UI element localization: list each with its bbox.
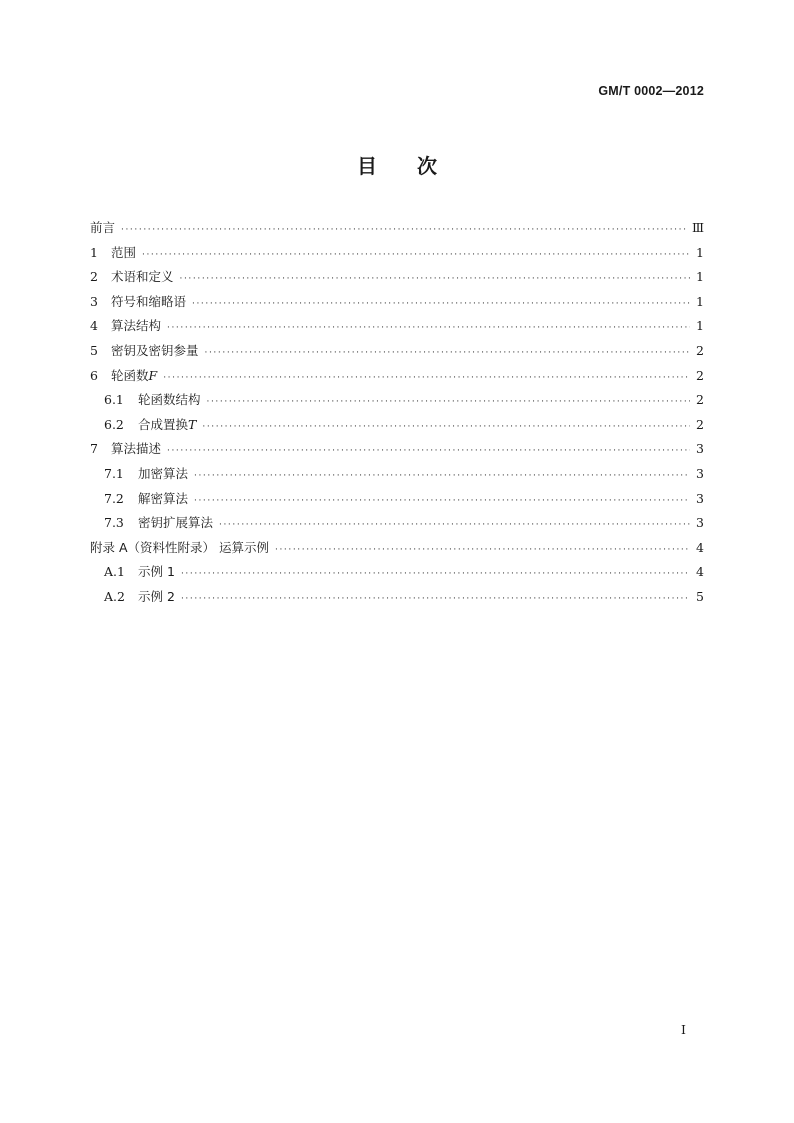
toc-entry[interactable] <box>90 241 704 266</box>
toc-entry[interactable] <box>90 462 704 487</box>
toc-entry-label: 示例 1 <box>138 564 175 580</box>
toc-entry-page: 3 <box>696 465 704 481</box>
toc-entry-number: A.1 <box>104 564 125 580</box>
toc-entry-label: 示例 2 <box>138 588 175 604</box>
toc-entry[interactable] <box>90 536 704 561</box>
dot-leader <box>181 562 690 587</box>
dot-leader <box>219 513 690 538</box>
title-char-1: 目 <box>357 154 377 178</box>
page-folio: I <box>681 1022 686 1037</box>
toc-entry[interactable] <box>90 560 704 585</box>
dot-leader <box>202 415 690 440</box>
toc-entry-page: 3 <box>696 490 704 506</box>
toc-entry[interactable] <box>90 511 704 536</box>
toc-entry-number: 5 <box>90 342 98 358</box>
toc-entry-number: 7.2 <box>104 490 124 506</box>
toc-entry[interactable] <box>90 216 704 241</box>
toc-entry-page: Ⅲ <box>691 220 704 235</box>
toc-entry-page: 3 <box>696 515 704 531</box>
toc-entry-label: 密钥及密钥参量 <box>111 342 199 358</box>
toc-entry-page: 5 <box>696 588 704 604</box>
toc-entry[interactable] <box>90 314 704 339</box>
dot-leader <box>275 538 690 563</box>
dot-leader <box>181 587 690 612</box>
standard-code: GM/T 0002—2012 <box>598 84 704 98</box>
toc-entry-number: 2 <box>90 269 98 285</box>
toc-entry-number: 7.1 <box>104 465 124 481</box>
toc-entry-page: 1 <box>696 244 704 260</box>
toc-entry[interactable] <box>90 437 704 462</box>
toc-entry-page: 2 <box>696 392 704 408</box>
toc-entry-number: 7.3 <box>104 515 124 531</box>
toc-entry-label: 符号和缩略语 <box>111 293 187 309</box>
toc-entry-label: 附录 A（资料性附录） 运算示例 <box>90 539 269 555</box>
toc-entry-label: 算法结构 <box>111 318 162 334</box>
toc-entry-page: 2 <box>696 342 704 358</box>
toc-entry[interactable] <box>90 265 704 290</box>
toc-entry[interactable] <box>90 585 704 610</box>
toc-entry-number: 6.2 <box>104 416 124 432</box>
toc-entry-label: 解密算法 <box>138 490 189 506</box>
toc-entry-number: 3 <box>90 293 98 309</box>
toc-entry-label: 术语和定义 <box>111 269 174 285</box>
toc-entry-page: 1 <box>696 318 704 334</box>
toc-entry-label: 轮函数结构 <box>138 392 201 408</box>
dot-leader <box>205 341 690 366</box>
toc-entry-label: 密钥扩展算法 <box>138 515 214 531</box>
toc-entry-number: 4 <box>90 318 98 334</box>
toc-entry-symbol: F <box>148 367 158 383</box>
table-of-contents <box>90 216 704 610</box>
toc-entry-number: A.2 <box>104 588 125 604</box>
dot-leader <box>142 243 690 268</box>
toc-entry[interactable] <box>90 339 704 364</box>
toc-entry[interactable] <box>90 388 704 413</box>
page-title <box>0 150 794 179</box>
toc-entry-page: 3 <box>696 441 704 457</box>
toc-entry[interactable] <box>90 487 704 512</box>
dot-leader <box>167 316 690 341</box>
toc-entry[interactable] <box>90 290 704 315</box>
toc-entry-page: 2 <box>696 416 704 432</box>
toc-entry[interactable] <box>90 364 704 389</box>
toc-entry-page: 1 <box>696 293 704 309</box>
dot-leader <box>194 489 690 514</box>
dot-leader <box>207 390 690 415</box>
toc-entry-page: 2 <box>696 367 704 383</box>
dot-leader <box>167 439 690 464</box>
toc-entry[interactable] <box>90 413 704 438</box>
toc-entry-label: 轮函数 <box>111 367 149 383</box>
toc-entry-label: 前言 <box>90 220 116 235</box>
toc-entry-number: 6 <box>90 367 98 383</box>
dot-leader <box>194 464 690 489</box>
toc-entry-page: 1 <box>696 269 704 285</box>
toc-entry-number: 1 <box>90 244 98 260</box>
toc-entry-symbol: T <box>188 416 197 432</box>
toc-entry-label: 加密算法 <box>138 465 189 481</box>
dot-leader <box>180 267 690 292</box>
toc-entry-label: 算法描述 <box>111 441 162 457</box>
dot-leader <box>121 218 686 243</box>
toc-entry-label: 范围 <box>111 244 137 260</box>
dot-leader <box>192 292 690 317</box>
toc-entry-label: 合成置换 <box>138 416 189 432</box>
title-char-2: 次 <box>417 154 437 178</box>
dot-leader <box>163 366 690 391</box>
toc-entry-page: 4 <box>696 564 704 580</box>
toc-entry-number: 7 <box>90 441 98 457</box>
toc-entry-page: 4 <box>696 539 704 555</box>
toc-entry-number: 6.1 <box>104 392 124 408</box>
